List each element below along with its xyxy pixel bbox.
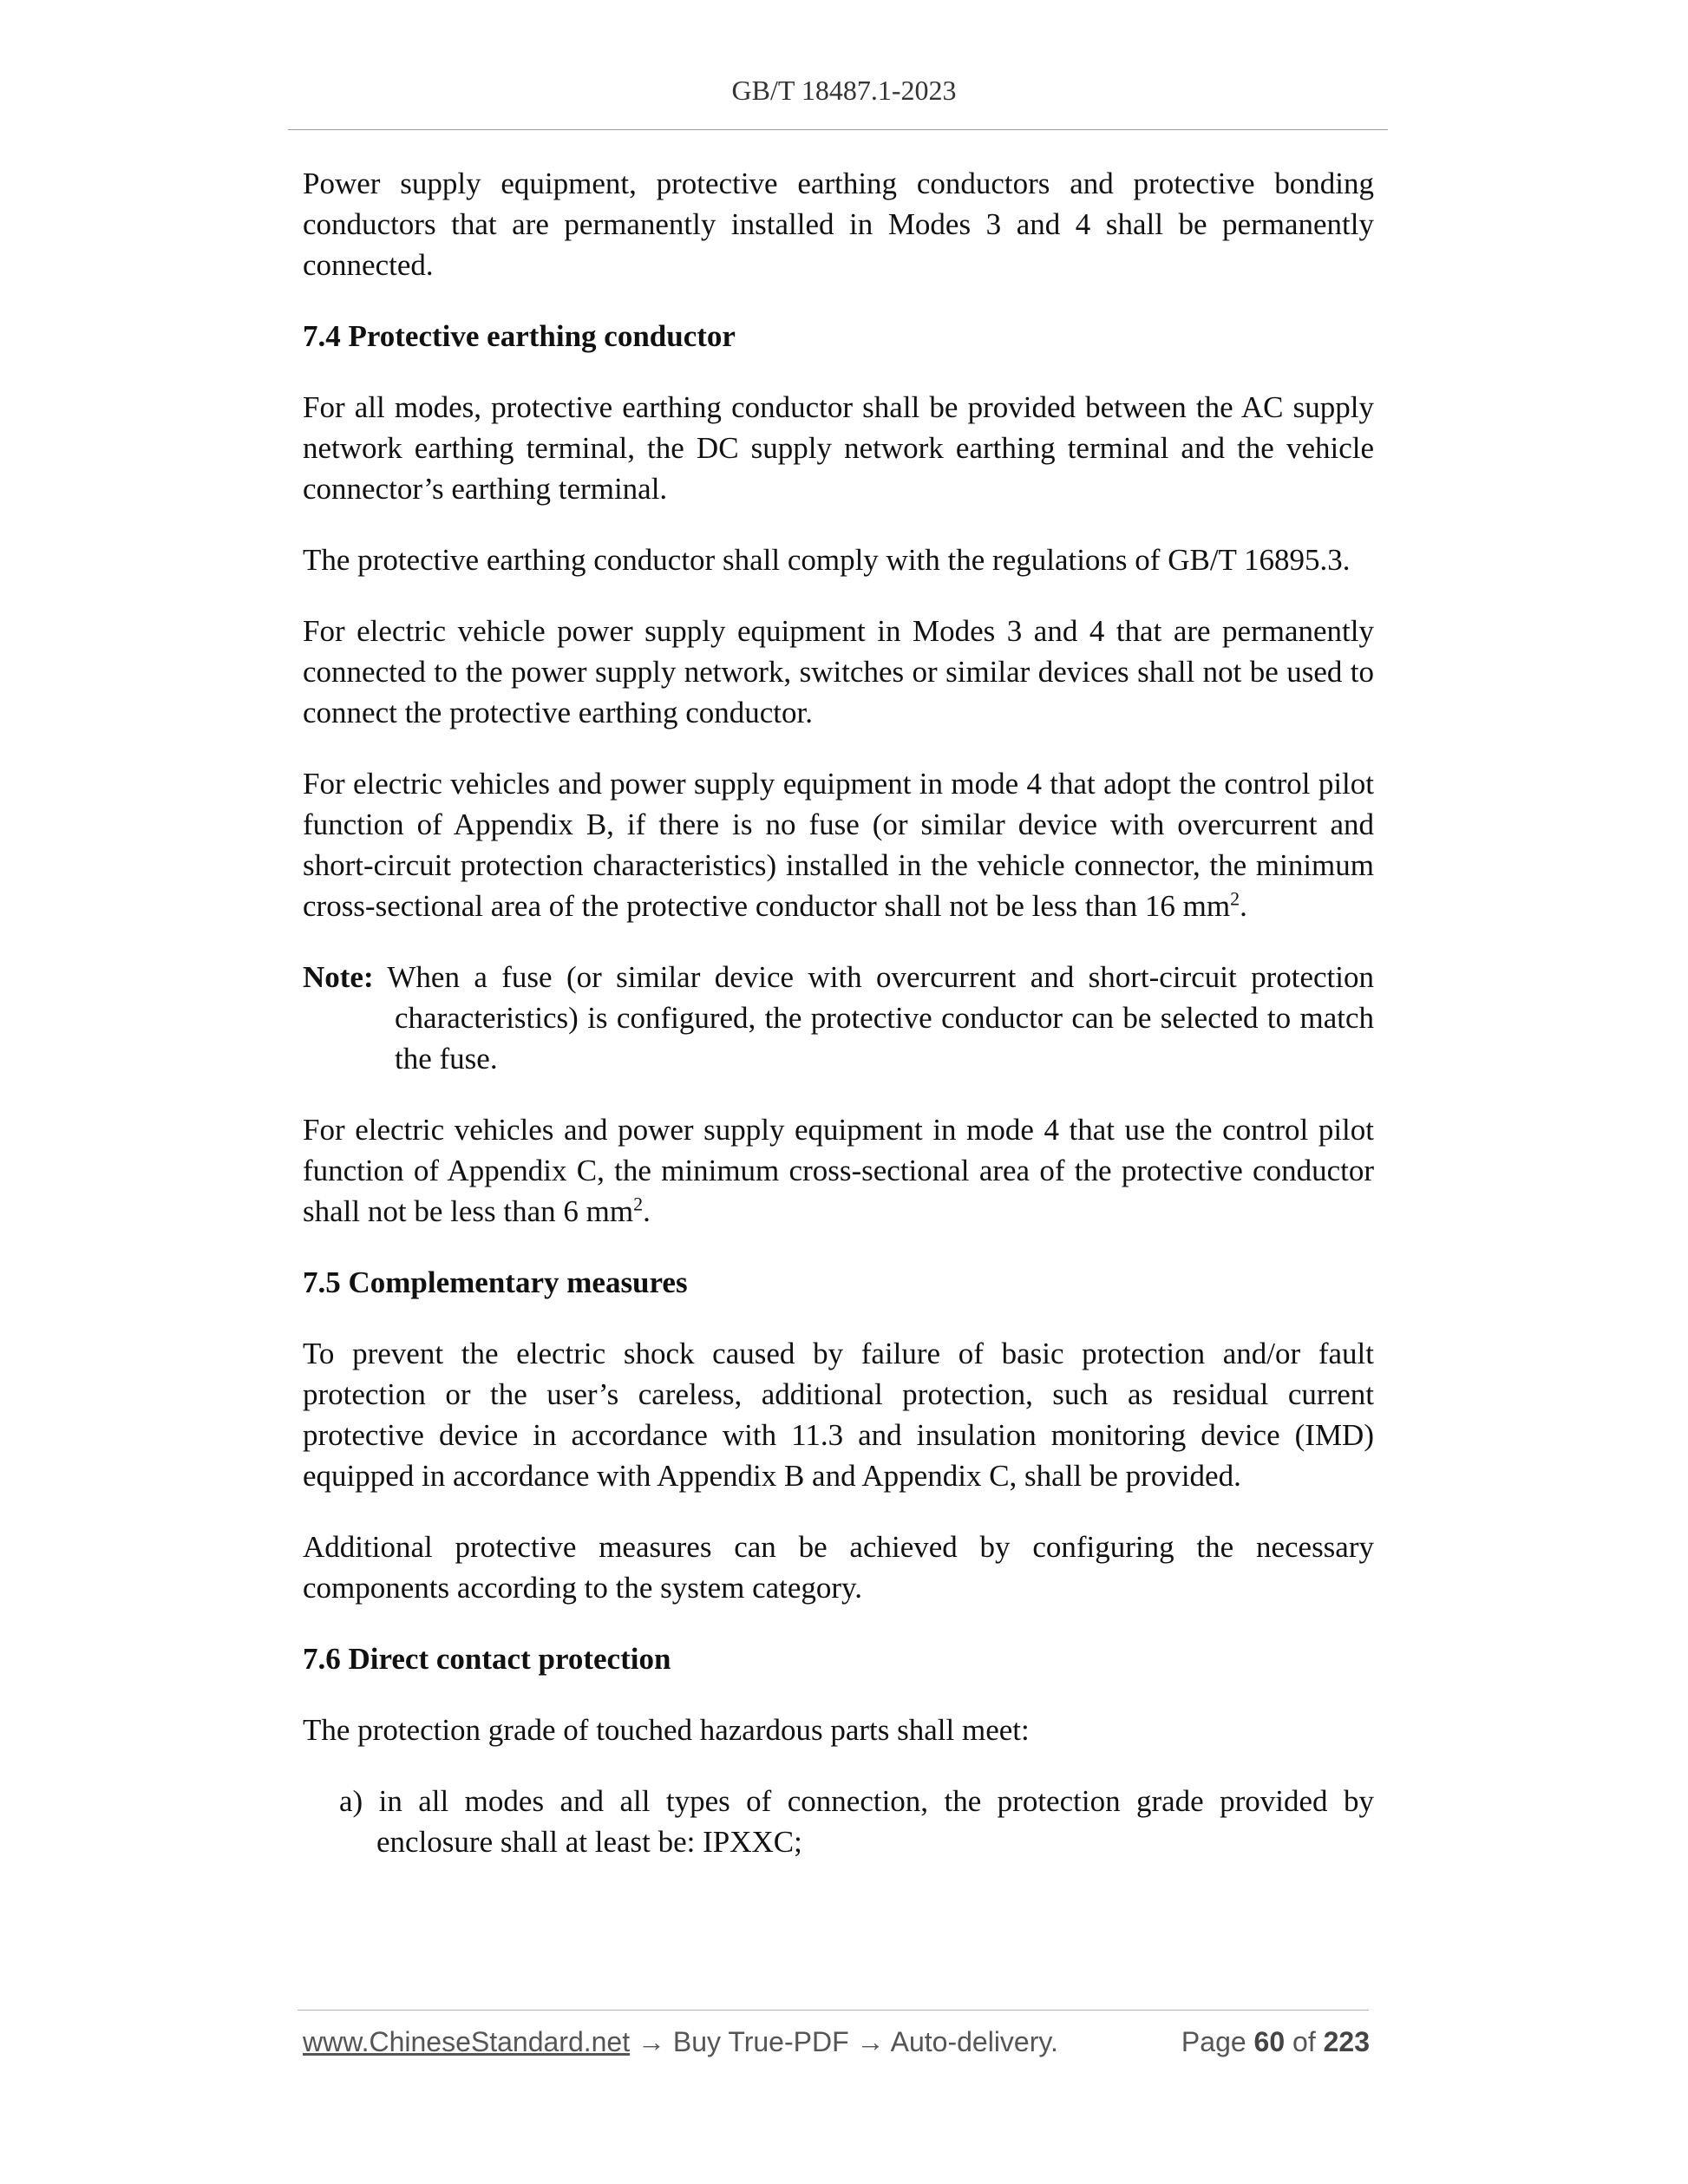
footer-divider: [298, 2010, 1369, 2011]
paragraph-7-4-5: [303, 1109, 1374, 1232]
paragraph-7-4-3: For electric vehicle power supply equipment in Modes 3 and 4 that are permanently connected to the power supply network, switches or similar devices shall not be used to connect the protective earthing conductor.: [303, 614, 1374, 729]
paragraph-7-4-4-text: For electric vehicles and power supply equipment in mode 4 that adopt the control pilot function of Appendix B, if there is no fuse (or similar device with overcurrent and short-circuit protection characteristics) installed in the vehicle connector, the minimum cross-sectional area of the protective conductor shall not be less than 16 mm: [303, 767, 1374, 923]
page-number: 60: [1253, 2026, 1286, 2057]
footer-tagline: → Buy True-PDF → Auto-delivery.: [630, 2026, 1058, 2057]
paragraph-7-4-2: The protective earthing conductor shall comply with the regulations of GB/T 16895.3.: [303, 543, 1351, 577]
paragraph-7-4-1: For all modes, protective earthing conductor shall be provided between the AC supply network earthing terminal, the DC supply network earthing terminal and the vehicle connector’s earthing terminal.: [303, 390, 1374, 506]
note-text: When a fuse (or similar device with overcurrent and short-circuit protection characteristics) is configured, the protective conductor can be selected to match the fuse.: [373, 960, 1374, 1076]
header-divider: [288, 129, 1388, 130]
page-total: 223: [1323, 2026, 1370, 2057]
paragraph-7-4-4: [303, 763, 1374, 926]
superscript-squared: 2: [1230, 887, 1240, 910]
section-heading-7-5: 7.5 Complementary measures: [303, 1265, 688, 1299]
paragraph-7-6-1: The protection grade of touched hazardous parts shall meet:: [303, 1713, 1030, 1747]
paragraph-7-4-5-end: .: [643, 1194, 651, 1228]
superscript-squared: 2: [633, 1193, 644, 1215]
paragraph-7-5-2: Additional protective measures can be achieved by configuring the necessary components according to the system category.: [303, 1530, 1374, 1605]
page-label: Page: [1181, 2026, 1254, 2057]
footer-left: [303, 2026, 1058, 2058]
paragraph-intro: Power supply equipment, protective earthing conductors and protective bonding conductors that are permanently installed in Modes 3 and 4 shall be permanently connected.: [303, 167, 1374, 282]
note-block: [303, 957, 1374, 1079]
page-counter: [1181, 2026, 1370, 2058]
paragraph-7-4-5-text: For electric vehicles and power supply equipment in mode 4 that use the control pilot function of Appendix C, the minimum cross-sectional area of the protective conductor shall not be less than 6 mm: [303, 1113, 1374, 1228]
site-link[interactable]: www.ChineseStandard.net: [303, 2026, 631, 2057]
list-item-a: a) in all modes and all types of connection, the protection grade provided by enclosure shall at least be: IPXXC;: [339, 1784, 1374, 1859]
of-label: of: [1285, 2026, 1324, 2057]
paragraph-7-4-4-end: .: [1240, 889, 1247, 923]
page-body: [303, 163, 1374, 1862]
page-footer: [303, 2026, 1370, 2066]
paragraph-7-5-1: To prevent the electric shock caused by failure of basic protection and/or fault protection or the user’s careless, additional protection, such as residual current protective device in accordance with 11.3 and insulation monitoring device (IMD) equipped in accordance with Appendix B and Appendix C, shall be provided.: [303, 1337, 1374, 1493]
section-heading-7-6: 7.6 Direct contact protection: [303, 1642, 671, 1676]
note-label: Note:: [303, 960, 374, 994]
document-header-title: GB/T 18487.1-2023: [731, 75, 957, 106]
section-heading-7-4: 7.4 Protective earthing conductor: [303, 319, 736, 353]
